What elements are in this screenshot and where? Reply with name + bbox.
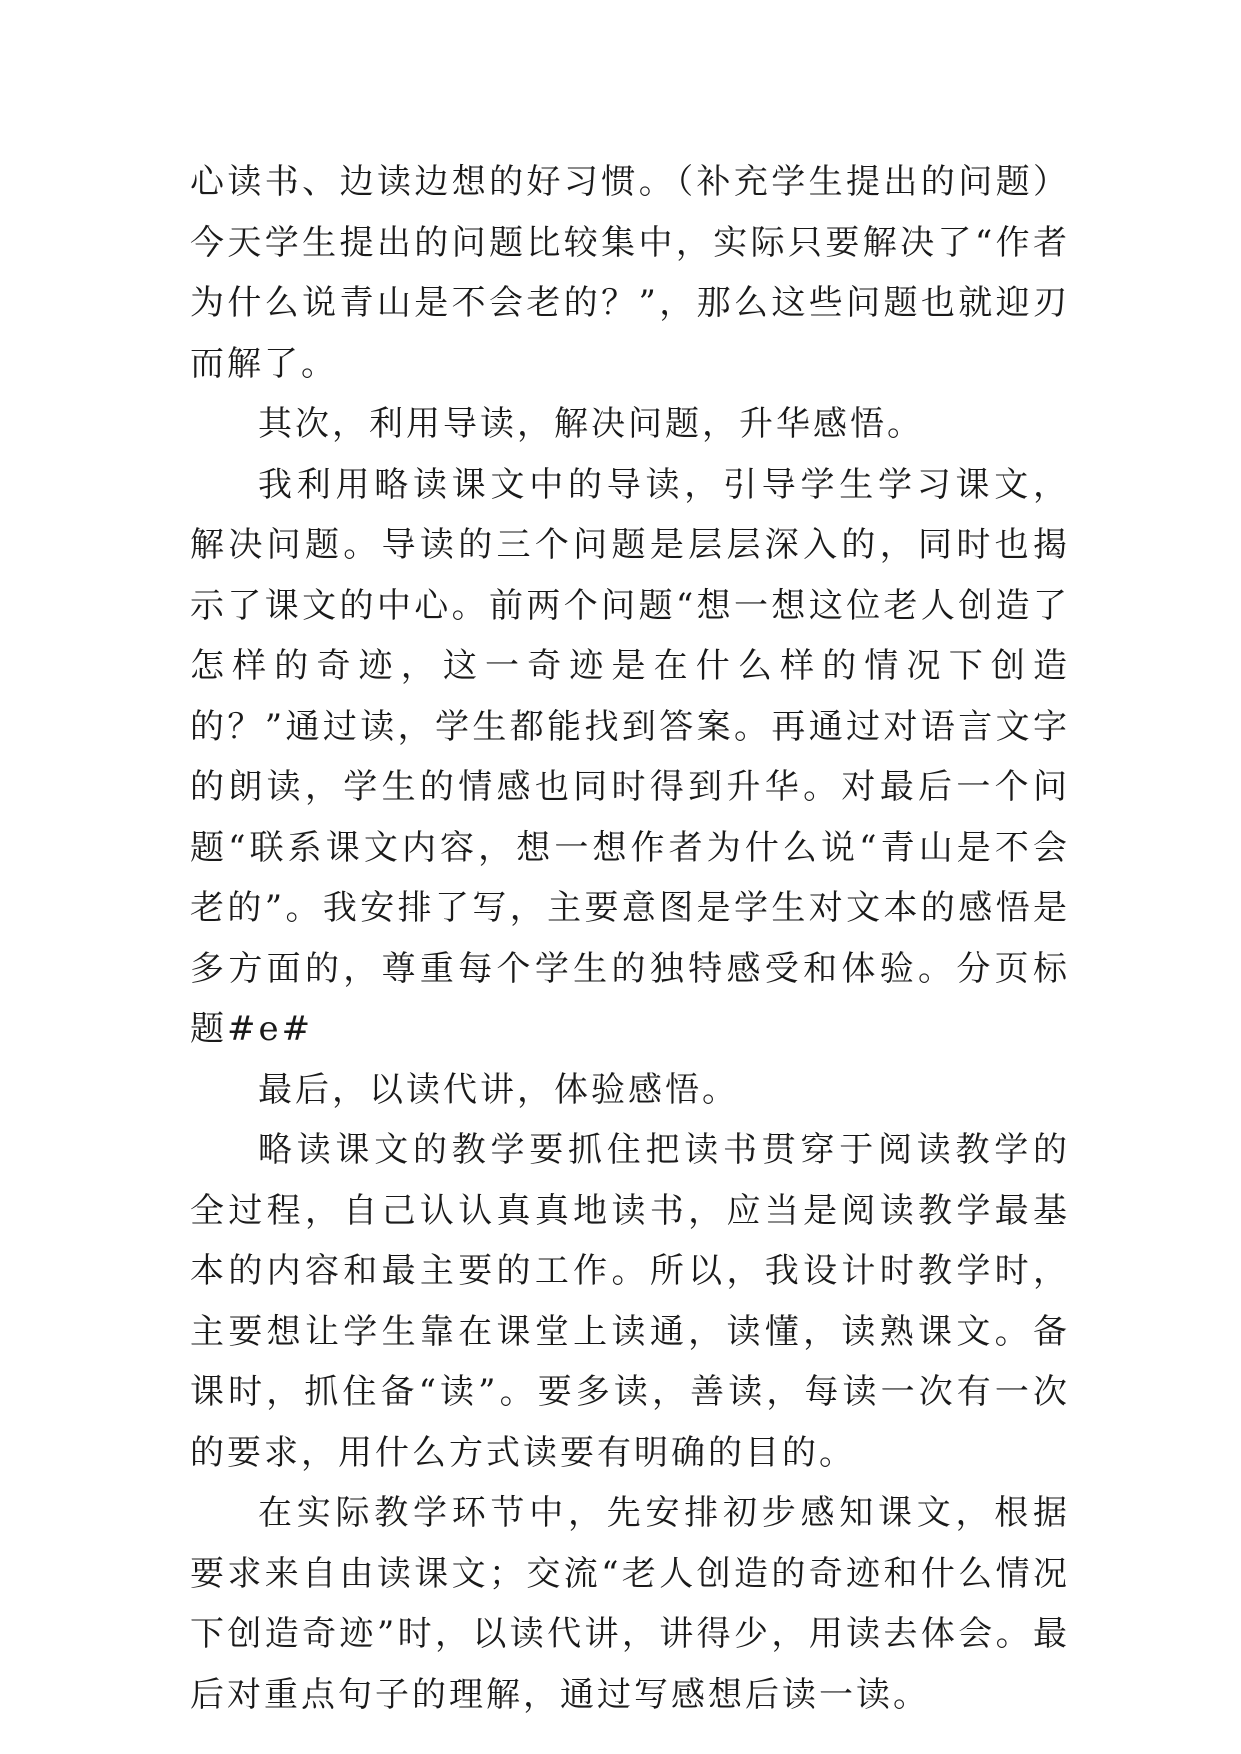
paragraph-6: 在实际教学环节中，先安排初步感知课文，根据要求来自由读课文；交流“老人创造的奇迹和什么情况下创造奇迹”时，以读代讲，讲得少，用读去体会。最后对重点句子的理解，通过写感想后读一读。 bbox=[190, 1493, 1070, 1715]
paragraph-4: 最后，以读代讲，体验感悟。 bbox=[258, 1069, 739, 1110]
paragraph-5: 略读课文的教学要抓住把读书贯穿于阅读教学的全过程，自己认认真真地读书，应当是阅读教学最基本的内容和最主要的工作。所以，我设计时教学时，主要想让学生靠在课堂上读通，读懂，读熟课文。备课时，抓住备“读”。要多读，善读，每读一次有一次的要求，用什么方式读要有明确的目的。 bbox=[190, 1130, 1070, 1473]
paragraph-1: 心读书、边读边想的好习惯。（补充学生提出的问题）今天学生提出的问题比较集中，实际只要解决了“作者为什么说青山是不会老的？”，那么这些问题也就迎刃而解了。 bbox=[190, 162, 1070, 384]
body-text bbox=[190, 152, 1070, 1725]
paragraph-3: 我利用略读课文中的导读，引导学生学习课文，解决问题。导读的三个问题是层层深入的，同时也揭示了课文的中心。前两个问题“想一想这位老人创造了怎样的奇迹，这一奇迹是在什么样的情况下创造的？”通过读，学生都能找到答案。再通过对语言文字的朗读，学生的情感也同时得到升华。对最后一个问题“联系课文内容，想一想作者为什么说“青山是不会老的”。我安排了写，主要意图是学生对文本的感悟是多方面的，尊重每个学生的独特感受和体验。分页标题#e# bbox=[190, 464, 1070, 1049]
paragraph-2: 其次，利用导读，解决问题，升华感悟。 bbox=[258, 404, 924, 444]
